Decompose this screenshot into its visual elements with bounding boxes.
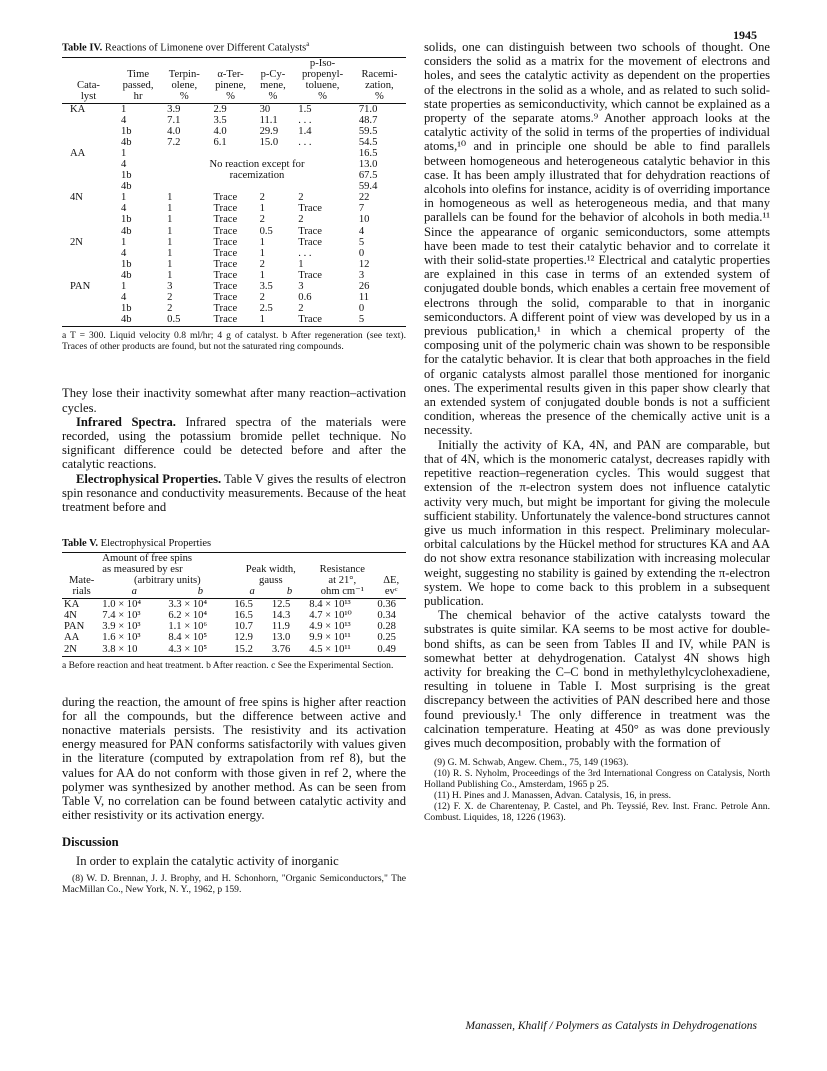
table4-row: [62, 181, 406, 192]
t5-cell-sa: 7.4 × 10³: [102, 610, 141, 622]
t4-h-terp-3: %: [161, 91, 207, 104]
t5-cell-mat: 2N: [62, 644, 101, 657]
t4-cell-ater: Trace: [213, 214, 238, 226]
t4-cell-cat: [62, 314, 115, 327]
table5-body: [62, 599, 406, 656]
t5-cell-pb: 14.3: [271, 610, 291, 622]
t4-h-ater-2: pinene,: [215, 79, 246, 91]
t5-cell-res: 4.5 × 10¹¹: [308, 644, 376, 657]
table5-footnote: a Before reaction and heat treatment. b After reaction. c See the Experimental Section.: [62, 659, 394, 671]
t4-cell-terp: 1: [167, 203, 173, 215]
t4-cell-terp: 2: [167, 303, 173, 315]
t4-cell-cat: [62, 303, 115, 314]
t5-h-mat-1: Mate-: [69, 575, 95, 587]
t4-cell-rac: 71.0: [358, 103, 378, 115]
right-paragraph-2: Initially the activity of KA, 4N, and PAN are comparable, but that of 4N, which is the monomeric catalyst, decreases rapidly with repetitive reaction–regeneration cycles. This would suggest that extension of the π-electron system does not influence catalytic activity very much, but might be important for giving the molecule sufficient stability. Unfortunately the valence-bond structures cannot give us much information in this respect. Preliminary molecular-orbital calculations by the Hückel method for structures KA and AA do not show extra resonance stabilization with increasing molecular weight, suggesting no stability is gained by extending the π-electron system. We hope to come back to this problem in a subsequent publication.: [424, 437, 770, 608]
t4-h-piso-2: propenyl-: [301, 68, 344, 80]
t4-cell-rac: 59.5: [358, 125, 378, 137]
t4-cell-pcy: 0.5: [259, 225, 273, 237]
t4-h-terp-2: olene,: [171, 79, 198, 91]
t4-cell-terp: 1: [167, 269, 173, 281]
electrophysical-text: Table V gives the results of electron spin resonance and conductivity measurements. Because of the heat treatment before and: [62, 471, 406, 514]
t4-cell-pcy: 30: [259, 103, 271, 115]
t4-h-time-1: Time: [127, 68, 150, 80]
t5-h-spins-1: Amount of free spins: [101, 553, 233, 565]
t4-cell-rac: 12: [358, 258, 370, 270]
t5-cell-sb: 8.4 × 10⁵: [168, 632, 208, 644]
t4-cell-terp: 3: [167, 281, 173, 292]
t4-cell-rac: 54.5: [358, 136, 378, 148]
t4-cell-ater: Trace: [213, 269, 238, 281]
t5-cell-res: 8.4 × 10¹³: [309, 599, 351, 611]
t4-cell-cat: [62, 292, 115, 303]
t5-h-spins-3: (arbitrary units): [133, 575, 201, 587]
t4-cell-cat: [62, 126, 115, 137]
t4-cell-pcy: 2: [259, 258, 265, 270]
t4-cell-pcy: 1: [254, 314, 293, 327]
infrared-spectra-text: Infrared spectra of the materials were recorded, using the potassium bromide pellet technique. No significant difference could be detected before and after the catalytic reactions.: [62, 414, 406, 472]
t4-cell-time: 4b: [121, 136, 132, 148]
t5-cell-sa: 1.0 × 10⁴: [102, 599, 142, 611]
table4-row: [62, 292, 406, 303]
t4-cell-piso: Trace: [298, 236, 322, 248]
t4-cell-cat: [62, 259, 115, 270]
t4-h-piso-1: p-Iso-: [292, 57, 353, 69]
t4-cell-pcy: 2.5: [259, 303, 273, 315]
t4-h-ater-1: α-Ter-: [217, 68, 244, 80]
t4-h-time-3: hr: [115, 91, 161, 104]
left-column: [62, 40, 406, 896]
t4-cell-rac: 26: [358, 281, 370, 292]
t4-cell-pcy: 1: [259, 269, 265, 281]
t4-cell-terp: 1: [167, 192, 173, 204]
t4-h-piso-4: %: [292, 91, 353, 104]
left-paragraph-3: [62, 472, 406, 515]
aa-note-empty: [161, 148, 353, 159]
t4-cell-rac: 59.4: [358, 181, 378, 193]
t4-cell-rac: 13.0: [358, 158, 378, 170]
t4-cell-terp: 1: [167, 247, 173, 259]
table4-row: [62, 148, 406, 159]
t4-cell-time: 1: [121, 192, 127, 204]
t4-cell-time: 4: [121, 114, 127, 126]
t4-cell-time: 1b: [121, 303, 132, 315]
t4-cell-time: 1: [121, 236, 127, 248]
t4-cell-rac: 0: [358, 247, 365, 259]
t5-cell-pb: 3.76: [271, 644, 308, 657]
t4-h-terp-1: Terpin-: [168, 68, 200, 80]
t4-h-pcy-2: mene,: [260, 79, 286, 91]
t4-cell-ater: Trace: [213, 281, 238, 292]
t5-h-sb: b: [167, 586, 233, 599]
running-footer: Manassen, Khalif / Polymers as Catalysts in Dehydrogenations: [465, 1020, 757, 1032]
t4-cell-piso: 2: [298, 303, 304, 315]
t5-cell-mat: 4N: [64, 610, 77, 622]
t4-cell-pcy: 15.0: [259, 136, 279, 148]
t4-cell-pcy: 1: [259, 236, 265, 248]
t5-cell-sb: 1.1 × 10⁶: [168, 621, 208, 633]
t4-cell-pcy: 2: [259, 214, 265, 226]
t4-cell-terp: 2: [167, 292, 173, 304]
t5-cell-de: 0.28: [377, 621, 396, 633]
t4-cell-time: 1: [121, 103, 127, 115]
t4-cell-piso: . . .: [298, 114, 312, 126]
t4-h-pcy-1: p-Cy-: [260, 68, 286, 80]
t4-cell-piso: Trace: [298, 225, 322, 237]
discussion-heading: Discussion: [62, 834, 119, 849]
t4-cell-piso: . . .: [298, 247, 312, 259]
t4-cell-terp: 1: [167, 225, 173, 237]
t5-cell-mat: AA: [64, 632, 80, 644]
t4-cell-pcy: 2: [259, 192, 265, 204]
t4-cell-terp: 1: [167, 258, 173, 270]
t4-cell-ater: Trace: [213, 192, 238, 204]
t4-cell-cat: [62, 214, 115, 225]
t4-cell-time: 4: [121, 158, 127, 170]
t4-cell-piso: 0.6: [298, 292, 312, 304]
t4-cell-time: 4: [121, 203, 127, 215]
t5-h-de-2: evᶜ: [376, 586, 406, 599]
table4-row: [62, 137, 406, 148]
t4-cell-cat: [62, 159, 115, 170]
t5-cell-sb: 3.3 × 10⁴: [168, 599, 208, 611]
table4-row: [62, 159, 406, 170]
t4-cell-rac: 5: [358, 236, 365, 248]
table4-row: [62, 115, 406, 126]
table5: [62, 552, 406, 656]
table5-row: [62, 621, 406, 632]
t4-cell-ater: Trace: [213, 292, 238, 304]
t4-cell-cat: [62, 137, 115, 148]
t4-cell-terp: 3.9: [167, 103, 181, 115]
left-paragraph-5: In order to explain the catalytic activity of inorganic: [76, 853, 339, 868]
t4-cell-piso: . . .: [298, 136, 312, 148]
t4-cell-rac: 16.5: [358, 147, 378, 159]
t4-h-time-2: passed,: [122, 79, 154, 91]
t4-cell-cat: 4N: [70, 192, 83, 204]
t5-h-peak-2: gauss: [259, 575, 283, 587]
t4-cell-piso: 2: [298, 192, 304, 204]
t5-h-sa: a: [101, 586, 167, 599]
t4-cell-piso: 1.4: [298, 125, 312, 137]
t4-cell-time: 4: [121, 292, 127, 304]
table4-row: [62, 192, 406, 203]
right-column: [424, 40, 770, 824]
t5-h-res-3: ohm cm⁻¹: [308, 586, 376, 599]
t4-cell-ater: Trace: [213, 203, 238, 215]
t4-cell-piso: 3: [298, 281, 304, 292]
t4-cell-time: 1: [121, 281, 127, 292]
t5-cell-sb: 4.3 × 10⁵: [167, 644, 233, 657]
t5-cell-pa: 16.5: [234, 610, 253, 622]
t4-cell-pcy: 1: [259, 203, 265, 215]
table5-row: [62, 644, 406, 657]
t5-cell-de: 0.25: [377, 632, 396, 644]
t5-cell-sb: 6.2 × 10⁴: [168, 610, 208, 622]
t4-cell-rac: 7: [358, 203, 365, 215]
t4-cell-cat: [62, 170, 115, 181]
t4-cell-cat: [62, 270, 115, 281]
t4-cell-piso: 1: [298, 258, 304, 270]
reference-11: (11) H. Pines and J. Manassen, Advan. Catalysis, 16, in press.: [434, 789, 672, 801]
t4-h-rac-3: %: [353, 91, 406, 104]
t4-cell-cat: PAN: [70, 281, 91, 292]
t4-cell-ater: Trace: [213, 225, 238, 237]
table5-row: [62, 610, 406, 621]
t4-cell-pcy: 3.5: [259, 281, 273, 292]
t4-cell-pcy: 29.9: [259, 125, 279, 137]
t5-cell-sa: 3.9 × 10³: [102, 621, 141, 633]
t4-cell-cat: AA: [70, 147, 86, 159]
t4-cell-ater: Trace: [207, 314, 253, 327]
table4-row: [62, 259, 406, 270]
t5-h-pa: a: [233, 586, 270, 599]
table4-title-sup: a: [306, 40, 310, 48]
t4-cell-rac: 10: [358, 214, 370, 226]
t4-cell-ater: 6.1: [213, 136, 227, 148]
t5-cell-pb: 11.9: [271, 621, 290, 633]
t4-cell-terp: 1: [167, 236, 173, 248]
t5-h-pb: b: [271, 586, 308, 599]
right-references: [424, 758, 770, 823]
t5-h-res-2: at 21°,: [328, 575, 357, 587]
t5-cell-mat: KA: [64, 599, 80, 611]
t4-cell-time: 1b: [121, 258, 132, 270]
t4-cell-rac: 11: [358, 292, 370, 304]
t5-cell-res: 4.7 × 10¹⁰: [309, 610, 352, 622]
t4-cell-rac: 5: [353, 314, 406, 327]
t4-cell-rac: 48.7: [358, 114, 378, 126]
t4-cell-time: 4b: [121, 225, 132, 237]
t4-cell-cat: [62, 203, 115, 214]
t5-cell-pa: 16.5: [234, 599, 253, 611]
table4-title: [62, 40, 406, 54]
t4-h-rac-2: zation,: [365, 79, 394, 91]
table4-title-text: Reactions of Limonene over Different Catalysts: [104, 42, 307, 54]
t4-h-cat-1: Cata-: [77, 79, 100, 91]
table4-footnote: a T = 300. Liquid velocity 0.8 ml/hr; 4 g of catalyst. b After regeneration (see text). Traces of other products are found, but not the saturated ring compounds.: [62, 330, 406, 353]
t4-cell-time: 4b: [121, 269, 132, 281]
t4-cell-cat: KA: [70, 103, 86, 115]
t4-cell-pcy: 11.1: [259, 114, 278, 126]
t5-cell-pb: 12.5: [271, 599, 291, 611]
t4-cell-ater: Trace: [213, 303, 238, 315]
t5-h-res-1: Resistance: [319, 564, 365, 576]
t5-cell-pb: 13.0: [271, 632, 291, 644]
t5-cell-res: 4.9 × 10¹³: [309, 621, 351, 633]
aa-note-1: No reaction except for: [209, 158, 305, 170]
t5-cell-res: 9.9 × 10¹¹: [309, 632, 351, 644]
table5-row: [62, 599, 406, 611]
table4-row: [62, 126, 406, 137]
t4-cell-rac: 3: [358, 269, 365, 281]
left-paragraph-4: during the reaction, the amount of free spins is higher after reaction for all the compounds, but the difference between active and nonactive materials persists. The resistivity and its activation energy measured for PAN conforms satisfactorily with values given in the literature (computed by extrapolation from ref 8), but the values for AA do not conform with those given in ref 2, where the polymer was synthesized by another method. As can be seen from Table V, no correlation can be found between catalytic activity and either resistivity or its activation energy.: [62, 694, 406, 823]
table4-row: [62, 103, 406, 115]
infrared-spectra-title: Infrared Spectra.: [76, 414, 176, 429]
t4-cell-ater: Trace: [213, 236, 238, 248]
t5-cell-pa: 12.9: [234, 632, 253, 644]
table4-body: [62, 103, 406, 327]
electrophysical-title: Electrophysical Properties.: [76, 471, 222, 486]
t4-cell-cat: [62, 226, 115, 237]
t5-h-peak-1: Peak width,: [245, 564, 296, 576]
t5-cell-mat: PAN: [64, 621, 85, 633]
t5-h-mat-2: rials: [62, 586, 101, 599]
t4-cell-piso: Trace: [292, 314, 353, 327]
reference-8: (8) W. D. Brennan, J. J. Brophy, and H. Schonhorn, "Organic Semiconductors," The MacMillan Co., New York, N. Y., 1962, p 159.: [62, 872, 406, 895]
t4-cell-pcy: 1: [259, 247, 265, 259]
aa-note-empty: [161, 181, 353, 192]
table4-row: [62, 314, 406, 327]
t4-h-ater-3: %: [207, 91, 253, 104]
t4-h-rac-1: Racemi-: [361, 68, 398, 80]
table5-title-text: Electrophysical Properties: [100, 538, 212, 550]
reference-12: (12) F. X. de Charentenay, P. Castel, and Ph. Teyssié, Rev. Inst. Franc. Petrole Ann. Combust. Liquides, 18, 1226 (1963).: [424, 800, 770, 823]
t4-cell-time: 1: [121, 147, 127, 159]
table4-row: [62, 170, 406, 181]
aa-note-2: racemization: [229, 170, 285, 182]
table4-row: [62, 237, 406, 248]
t4-cell-rac: 4: [358, 225, 365, 237]
t5-cell-de: 0.49: [376, 644, 406, 657]
table5-label: Table V.: [62, 538, 98, 550]
table4-label: Table IV.: [62, 42, 103, 54]
t4-cell-terp: 0.5: [161, 314, 207, 327]
table4-row: [62, 281, 406, 292]
table4-row: [62, 248, 406, 259]
t4-h-piso-3: toluene,: [305, 79, 340, 91]
t4-cell-piso: 2: [298, 214, 304, 226]
t4-cell-ater: Trace: [213, 258, 238, 270]
t4-cell-ater: 2.9: [213, 103, 227, 115]
t4-cell-time: 1b: [121, 170, 132, 182]
t5-h-spins-2: as measured by esr: [102, 564, 183, 576]
left-paragraph-2: [62, 415, 406, 472]
t5-cell-pa: 15.2: [233, 644, 270, 657]
t5-cell-sa: 1.6 × 10³: [102, 632, 141, 644]
t4-cell-time: 1b: [121, 125, 132, 137]
table4-row: [62, 214, 406, 225]
table4-row: [62, 270, 406, 281]
page-number: 1945: [733, 28, 757, 42]
t4-cell-terp: 7.2: [167, 136, 181, 148]
t4-h-pcy-3: %: [254, 91, 293, 104]
t4-cell-pcy: 2: [259, 292, 265, 304]
t4-cell-rac: 22: [358, 192, 370, 204]
table5-title: [62, 538, 406, 549]
t4-cell-time: 4b: [115, 314, 161, 327]
t4-cell-terp: 4.0: [167, 125, 181, 137]
t4-cell-piso: 1.5: [298, 103, 312, 115]
t4-cell-time: 4: [121, 247, 127, 259]
t4-cell-piso: Trace: [298, 203, 322, 215]
t4-cell-terp: 1: [167, 214, 173, 226]
t4-cell-terp: 7.1: [167, 114, 181, 126]
reference-10: (10) R. S. Nyholm, Proceedings of the 3rd International Congress on Catalysis, North Holland Publishing Co., Amsterdam, 1965 p 25.: [424, 768, 770, 790]
t4-cell-time: 4b: [121, 181, 132, 193]
table4: [62, 57, 406, 328]
left-references: [62, 874, 406, 896]
t4-cell-ater: Trace: [213, 247, 238, 259]
table5-row: [62, 632, 406, 643]
t4-cell-cat: 2N: [70, 236, 83, 248]
t4-cell-cat: [62, 115, 115, 126]
left-paragraph-1: They lose their inactivity somewhat after many reaction–activation cycles.: [62, 386, 406, 415]
t4-cell-time: 1b: [121, 214, 132, 226]
t5-h-de-1: ΔE,: [383, 575, 400, 587]
t4-h-cat-2: lyst: [62, 91, 115, 104]
table4-row: [62, 303, 406, 314]
t5-cell-sa: 3.8 × 10: [101, 644, 167, 657]
t4-cell-ater: 3.5: [213, 114, 227, 126]
t4-cell-cat: [62, 181, 115, 192]
table4-row: [62, 203, 406, 214]
right-paragraph-1: solids, one can distinguish between two schools of thought. One considers the solid as a matrix for the movement of electrons and holes, and sees the catalytic activity as dependent on the properties of the electrons in the solid as a whole, and as related to such solid-state properties as semiconductivity, which cannot be explained as a property of the separate atoms.⁹ Another approach looks at the catalytic activity of the solid in terms of the properties of individual atoms,¹⁰ and in principle one should be able to find parallels between homogeneous and heterogeneous catalytic behavior in this case. It has been amply illustrated that for dehydration reactions of alcohols into olefins for instance, acidity is of overriding importance in homogeneous as well as heterogeneous media, and that many parallels can be found for the behavior of alcohols in both media.¹¹ Since the appearance of organic semiconductors, some attempts have been made to test their catalytic behavior and to correlate it with their solid-state properties.¹² Electrical and catalytic properties are explained in this case in terms of an extended system of conjugated double bonds, which enables a certain free movement of electrons through the solid, comparable to that in inorganic semiconductors. A different point of view was developed by us in a previous publication,¹ in which a chemical property of the composing unit of the polymeric chain was shown to be responsible for the catalytic behavior. It is clear that both approaches in the field of organic catalysts almost parallel those mentioned for inorganic ones. The experimental results given in this paper show clearly that an extended system of conjugated double bonds is not a sufficient condition, whereas the presence of the chemically active unit is a necessity.: [424, 40, 770, 438]
t5-cell-pa: 10.7: [234, 621, 253, 633]
t5-cell-de: 0.34: [377, 610, 396, 622]
t4-cell-piso: Trace: [298, 269, 322, 281]
right-paragraph-3: The chemical behavior of the active catalysts toward the substrates is quite similar. KA seems to be most active for double-bond shifts, as can be seen from Tables II and IV, while PAN is somewhat better at dehydrogenation. Catalyst 4N shows high activity for breaking the C–C bond in methylethylcyclohexadiene, resulting in toluene in Table I. Most surprising is the great discrepancy between the activities of PAN described here and those found previously.¹ The only difference in treatment was the calcination temperature. Heating at 450° as was done previously gives much decomposition, probably with the formation of: [424, 608, 770, 750]
t5-cell-de: 0.36: [377, 599, 396, 611]
t4-cell-rac: 0: [358, 303, 365, 315]
t4-cell-rac: 67.5: [358, 170, 378, 182]
table4-row: [62, 226, 406, 237]
t4-cell-ater: 4.0: [213, 125, 227, 137]
t4-cell-cat: [62, 248, 115, 259]
reference-9: (9) G. M. Schwab, Angew. Chem., 75, 149 (1963).: [434, 757, 629, 769]
